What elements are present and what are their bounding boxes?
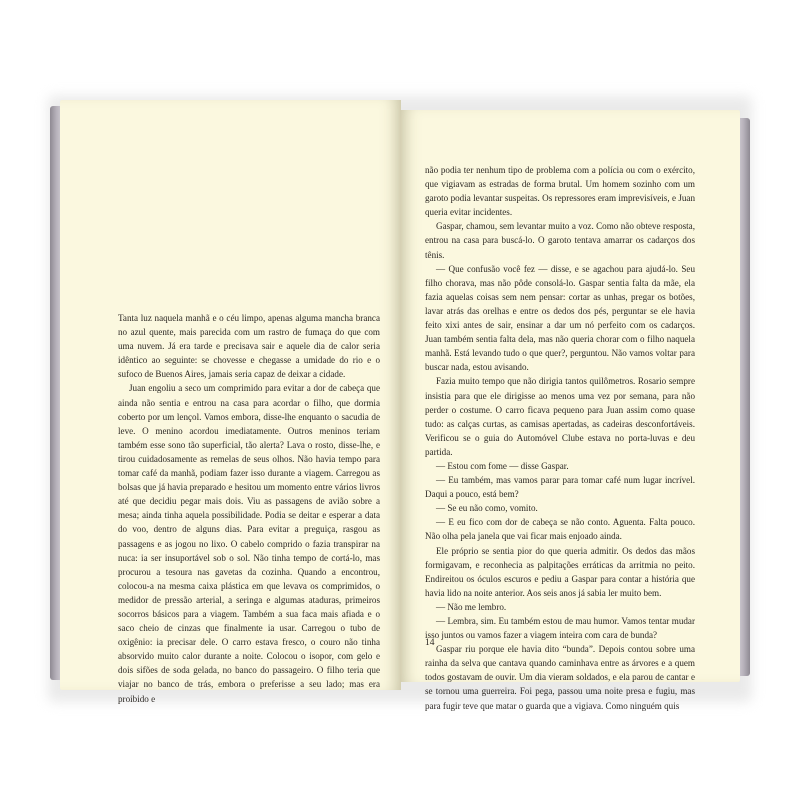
paragraph: — E eu fico com dor de cabeça se não conto. Aguenta. Falta pouco. Não olha pela janela que vai ficar mais enjoado ainda. — [425, 517, 695, 542]
right-page — [400, 110, 740, 711]
right-page-text — [425, 163, 695, 713]
paragraph: Juan engoliu a seco um comprimido para evitar a dor de cabeça que ainda não sentia e entrou na casa para acordar o filho, que dormia coberto por um lençol. Vamos embora, disse-lhe enquanto o sacudia de leve. O menino acordou imediatamente. Outros meninos teriam também esse sono tão superficial, tão alerta? Lava o rosto, disse-lhe, e tirou cuidadosamente as remelas de seus olhos. Não havia tempo para tomar café da manhã, podiam fazer isso durante a viagem. Carregou as bolsas que já havia preparado e hesitou um momento entre vários livros até que decidiu pegar mais dois. Viu as passagens de avião sobre a mesa; ainda tinha aquela possibilidade. Podia se deitar e esperar a data do voo, dentro de alguns dias. Para evitar a preguiça, rasgou as passagens e as jogou no lixo. O cabelo comprido o fazia transpirar na nuca: ia ser insuportável sob o sol. Não tinha tempo de cortá-lo, mas procurou a tesoura nas gavetas da cozinha. Quando a encontrou, colocou-a na mesma caixa plástica em que levava os comprimidos, o medidor de pressão arterial, a seringa e algumas ataduras, primeiros socorros básicos para a viagem. Também a sua faca mais afiada e o saco cheio de cinzas que finalmente ia usar. Carregou o tubo de oxigênio: ia precisar dele. O carro estava fresco, o couro não tinha absorvido muito calor durante a noite. Colocou o isopor, com gelo e dois sifões de soda gelada, no banco do passageiro. O filho teria que viajar no banco de trás, embora o preferisse a seu lado; mas era proibido e — [118, 383, 380, 704]
left-page — [60, 100, 401, 704]
paragraph: — Estou com fome — disse Gaspar. — [436, 460, 569, 471]
paragraph: Fazia muito tempo que não dirigia tantos quilômetros. Rosario sempre insistia para que ele dirigisse ao menos uma vez por semana, para não perder o costume. O carro ficava pequeno para Juan assim como quase tudo: as calças curtas, as camisas apertadas, as cadeiras desconfortáveis. Verificou se o guia do Automóvel Clube estava no porta-luvas e deu partida. — [425, 376, 695, 457]
paragraph: — Não me lembro. — [436, 601, 507, 612]
paragraph: — Lembra, sim. Eu também estou de mau humor. Vamos tentar mudar isso juntos ou vamos fazer a viagem inteira com cara de bunda? — [425, 616, 695, 641]
paragraph: Ele próprio se sentia pior do que queria admitir. Os dedos das mãos formigavam, e reconhecia as palpitações erráticas da arritmia no peito. Endireitou os óculos escuros e pediu a Gaspar para contar a história que havia lido na noite anterior. Aos seis anos já sabia ler muito bem. — [425, 545, 695, 598]
paragraph: — Que confusão você fez — disse, e se agachou para ajudá-lo. Seu filho chorava, mas não pôde consolá-lo. Gaspar sentia falta da mãe, ela fazia aquelas coisas sem nem pensar: cortar as unhas, pregar os botões, lavar atrás das orelhas e entre os dedos dos pés, perguntar se ele havia feito xixi antes de sair, ensinar a dar um nó perfeito com os cadarços. Juan também sentia falta dela, mas não queria chorar com o filho naquela manhã. Está levando tudo o que quer?, perguntou. Não vamos voltar para buscar nada, estou avisando. — [425, 263, 695, 373]
paragraph: — Eu também, mas vamos parar para tomar café num lugar incrível. Daqui a pouco, está bem? — [425, 475, 695, 500]
paragraph: — Se eu não como, vomito. — [436, 503, 538, 514]
paragraph: Tanta luz naquela manhã e o céu limpo, apenas alguma mancha branca no azul quente, mais parecida com um rastro de fumaça do que com uma nuvem. Já era tarde e precisava sair e aquele dia de calor seria idêntico ao seguinte: se chovesse e chegasse a umidade do rio e o sufoco de Buenos Aires, jamais seria capaz de deixar a cidade. — [118, 313, 380, 380]
paragraph: não podia ter nenhum tipo de problema com a polícia ou com o exército, que vigiavam as estradas de forma brutal. Um homem sozinho com um garoto podia levantar suspeitas. Os repressores eram imprevisíveis, e Juan queria evitar incidentes. — [425, 165, 695, 218]
paragraph: Gaspar, chamou, sem levantar muito a voz. Como não obteve resposta, entrou na casa para buscá-lo. O garoto tentava amarrar os cadarços dos tênis. — [425, 221, 695, 260]
paragraph: Gaspar riu porque ele havia dito “bunda”. Depois contou sobre uma rainha da selva que cantava quando caminhava entre as árvores e a quem todos gostavam de ouvir. Um dia vieram soldados, e ela parou de cantar e se tornou uma guerreira. Foi pega, passou uma noite presa e fugiu, mas para fugir teve que matar o guarda que a vigiava. Como ninguém quis — [425, 644, 695, 711]
left-page-text — [118, 311, 380, 706]
page-number: 14 — [425, 638, 435, 648]
